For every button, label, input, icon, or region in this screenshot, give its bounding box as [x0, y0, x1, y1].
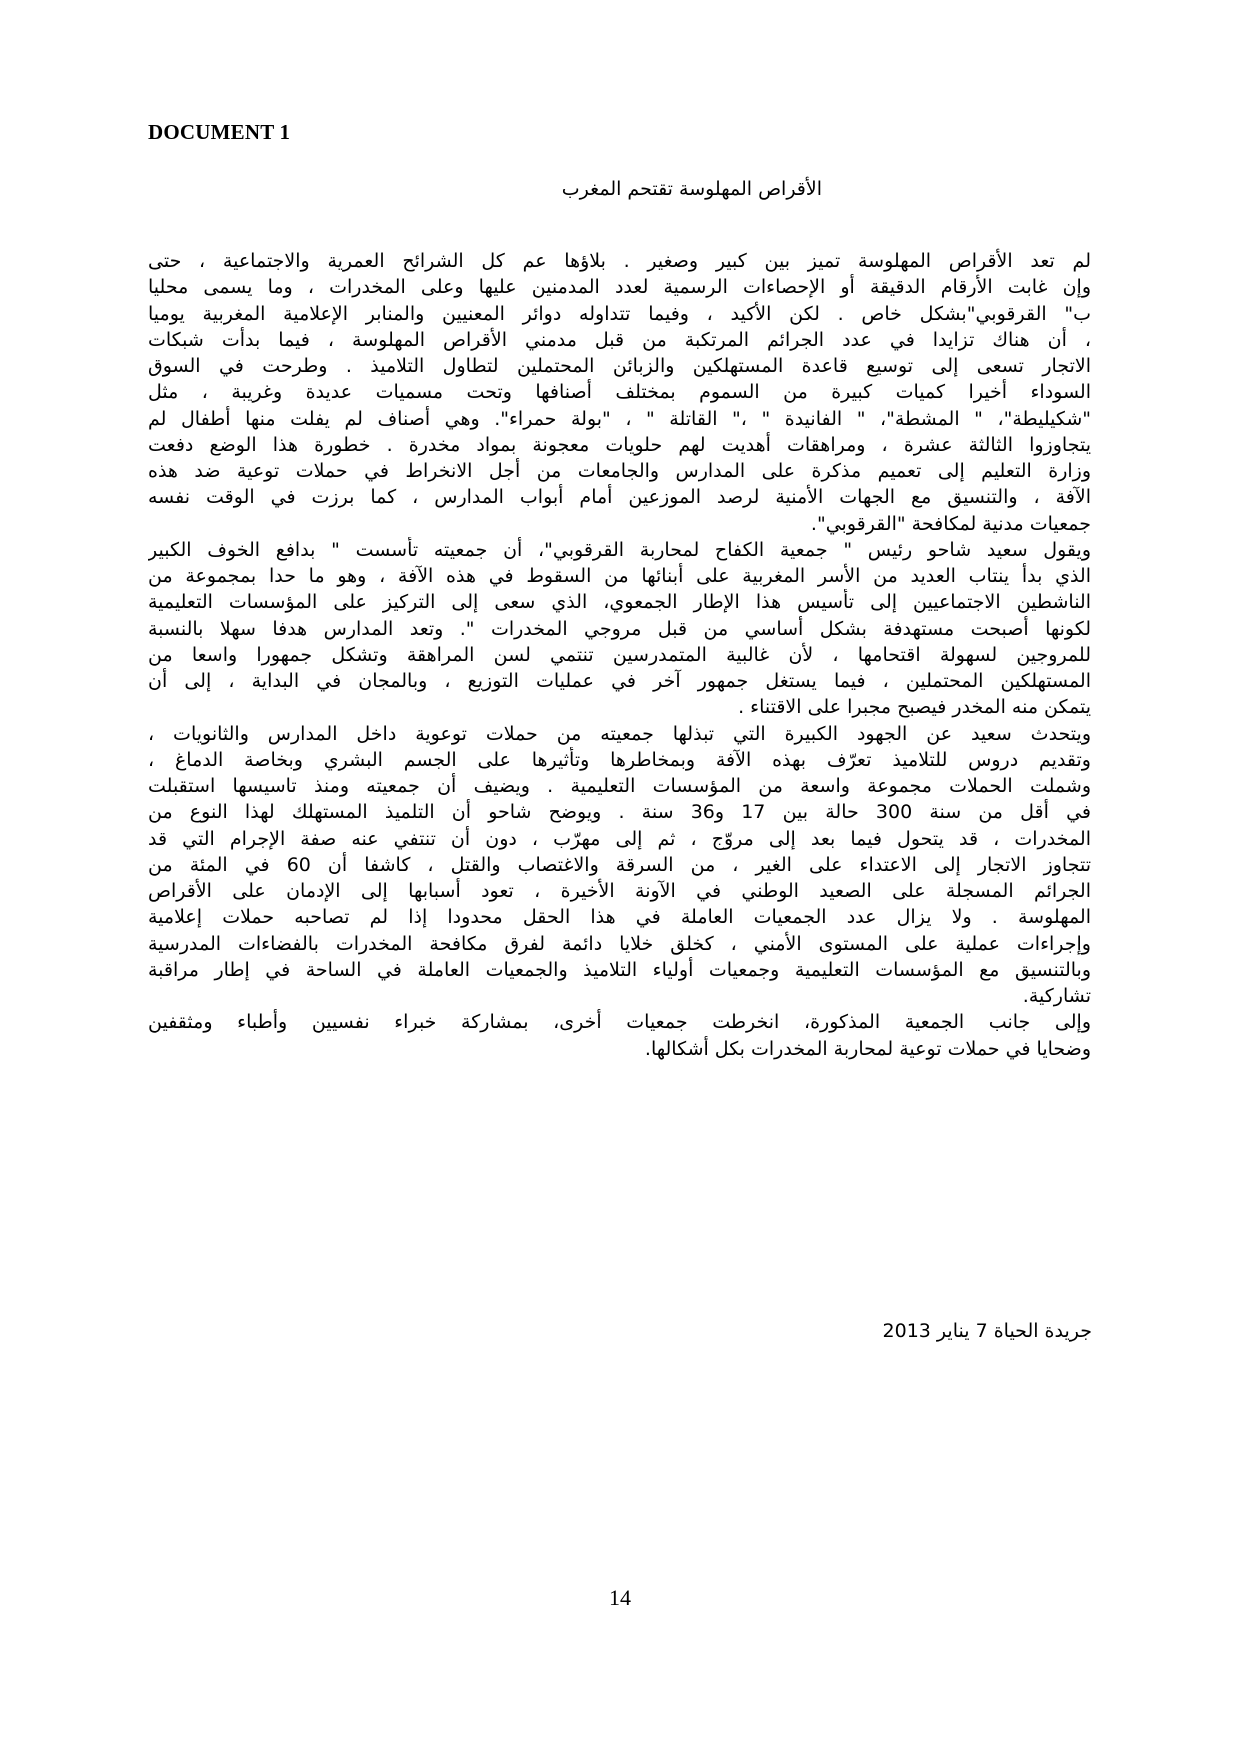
paragraph-line: السوداء أخيرا كميات كبيرة من السموم بمختلف أصنافها وتحت مسميات عديدة وغريبة ، مثل [148, 381, 1091, 404]
paragraph-line: وبالتنسيق مع المؤسسات التعليمية وجمعيات أولياء التلاميذ والجمعيات العاملة في الساحة في إطار مراقبة [148, 958, 1091, 981]
paragraph-line: يتمكن منه المخدر فيصبح مجبرا على الاقتناء . [738, 696, 1091, 719]
paragraph-line: وضحايا في حملات توعية لمحاربة المخدرات بكل أشكالها. [644, 1037, 1091, 1060]
paragraph-line: تتجاوز الاتجار إلى الاعتداء على الغير ، من السرقة والاغتصاب والقتل ، كاشفا أن 60 في المئة من [148, 853, 1091, 876]
paragraph-line: وشملت الحملات مجموعة واسعة من المؤسسات التعليمية . ويضيف أن جمعيته ومنذ تاسيسها استقبلت [148, 775, 1091, 797]
article-paragraph [148, 1009, 1091, 1062]
paragraph-line: الآفة ، والتنسيق مع الجهات الأمنية لرصد الموزعين أمام أبواب المدارس ، كما برزت في الوقت نفسه [148, 486, 1091, 509]
paragraph-line: الناشطين الاجتماعيين إلى تأسيس هذا الإطار الجمعوي، الذي سعى إلى التركيز على المؤسسات التعليمية [148, 591, 1091, 614]
paragraph-line: للمروجين لسهولة اقتحامها ، لأن غالبية المتمدرسين تنتمي لسن المراهقة وتشكل جمهورا واسعا من [148, 643, 1091, 666]
paragraph-line: المهلوسة . ولا يزال عدد الجمعيات العاملة في هذا الحقل محدودا إذا لم تصاحبه حملات إعلامية [148, 906, 1091, 929]
paragraph-line: لم تعد الأقراص المهلوسة تميز بين كبير وصغير . بلاؤها عم كل الشرائح العمرية والاجتماعية ، حتى [148, 250, 1091, 272]
paragraph-line: لكونها أصبحت مستهدفة بشكل أساسي من قبل مروجي المخدرات ". وتعد المدارس هدفا سهلا بالنسبة [148, 617, 1091, 640]
paragraph-line: ويتحدث سعيد عن الجهود الكبيرة التي تبذلها جمعيته من حملات توعوية داخل المدارس والثانويات ، [148, 722, 1091, 745]
paragraph-line: الجرائم المسجلة على الصعيد الوطني في الآونة الأخيرة ، تعود أسبابها إلى الإدمان على الأقراص [148, 880, 1091, 902]
article-paragraph [148, 248, 1091, 537]
article-paragraph [148, 537, 1091, 721]
article-paragraph [148, 721, 1091, 1010]
document-label: DOCUMENT 1 [148, 120, 291, 144]
paragraph-line: وتقديم دروس للتلاميذ تعرّف بهذه الآفة وبمخاطرها وتأثيرها على الجسم البشري وبخاصة الدماغ ، [148, 748, 1091, 771]
paragraph-line: ب" القرقوبي"بشكل خاص . لكن الأكيد ، وفيما تتداوله دوائر المعنيين والمنابر الإعلامية المغربية يوميا [148, 302, 1091, 325]
paragraph-line: يتجاوزوا الثالثة عشرة ، ومراهقات أهديت لهم حلويات معجونة بمواد مخدرة . خطورة هذا الوضع دفعت [148, 433, 1091, 456]
article-body [148, 248, 1091, 1062]
page-number: 14 [609, 1585, 631, 1610]
paragraph-line: المستهلكين المحتملين ، فيما يستغل جمهور آخر في عمليات التوزيع ، وبالمجان في البداية ، إلى أن [148, 670, 1091, 692]
paragraph-line: ، أن هناك تزايدا في عدد الجرائم المرتكبة من قبل مدمني الأقراص المهلوسة ، فيما بدأت شبكات [148, 328, 1091, 351]
paragraph-line: وإن غابت الأرقام الدقيقة أو الإحصاءات الرسمية لعدد المدمنين عليها وعلى المخدرات ، وما يسمى محليا [148, 276, 1091, 299]
paragraph-line: الاتجار تسعى إلى توسيع قاعدة المستهلكين والزبائن المحتملين لتطاول التلاميذ . وطرحت في السوق [148, 355, 1091, 377]
paragraph-line: الذي بدأ ينتاب العديد من الأسر المغربية على أبنائها من السقوط في هذه الآفة ، وهو ما حدا بمجموعة من [148, 565, 1091, 587]
paragraph-line: جمعيات مدنية لمكافحة "القرقوبي". [810, 512, 1091, 535]
paragraph-line: "شكيليطة"، " المشطة"، " الفانيدة " ،" القاتلة " ، "بولة حمراء". وهي أصناف لم يفلت منها أطفال لم [148, 407, 1091, 430]
paragraph-line: المخدرات ، قد يتحول فيما بعد إلى مروّج ، ثم إلى مهرّب ، دون أن تنتفي عنه صفة الإجرام التي قد [148, 827, 1091, 850]
paragraph-line: ويقول سعيد شاحو رئيس " جمعية الكفاح لمحاربة القرقوبي"، أن جمعيته تأسست " بدافع الخوف الكبير [148, 538, 1091, 561]
paragraph-line: وإجراءات عملية على المستوى الأمني ، كخلق خلايا دائمة لفرق مكافحة المخدرات بالفضاءات المدرسية [148, 932, 1091, 955]
paragraph-line: وزارة التعليم إلى تعميم مذكرة على المدارس والجامعات من أجل الانخراط في حملات توعية ضد هذه [148, 460, 1091, 482]
article-title: الأقراص المهلوسة تقتحم المغرب [561, 178, 822, 200]
paragraph-line: وإلى جانب الجمعية المذكورة، انخرطت جمعيات أخرى، بمشاركة خبراء نفسيين وأطباء ومثقفين [148, 1011, 1091, 1034]
article-source: جريدة الحياة 7 يناير 2013 [882, 1320, 1092, 1342]
paragraph-line: في أقل من سنة 300 حالة بين 17 و36 سنة . ويوضح شاحو أن التلميذ المستهلك لهذا النوع من [148, 801, 1091, 824]
paragraph-line: تشاركية. [1022, 985, 1091, 1007]
